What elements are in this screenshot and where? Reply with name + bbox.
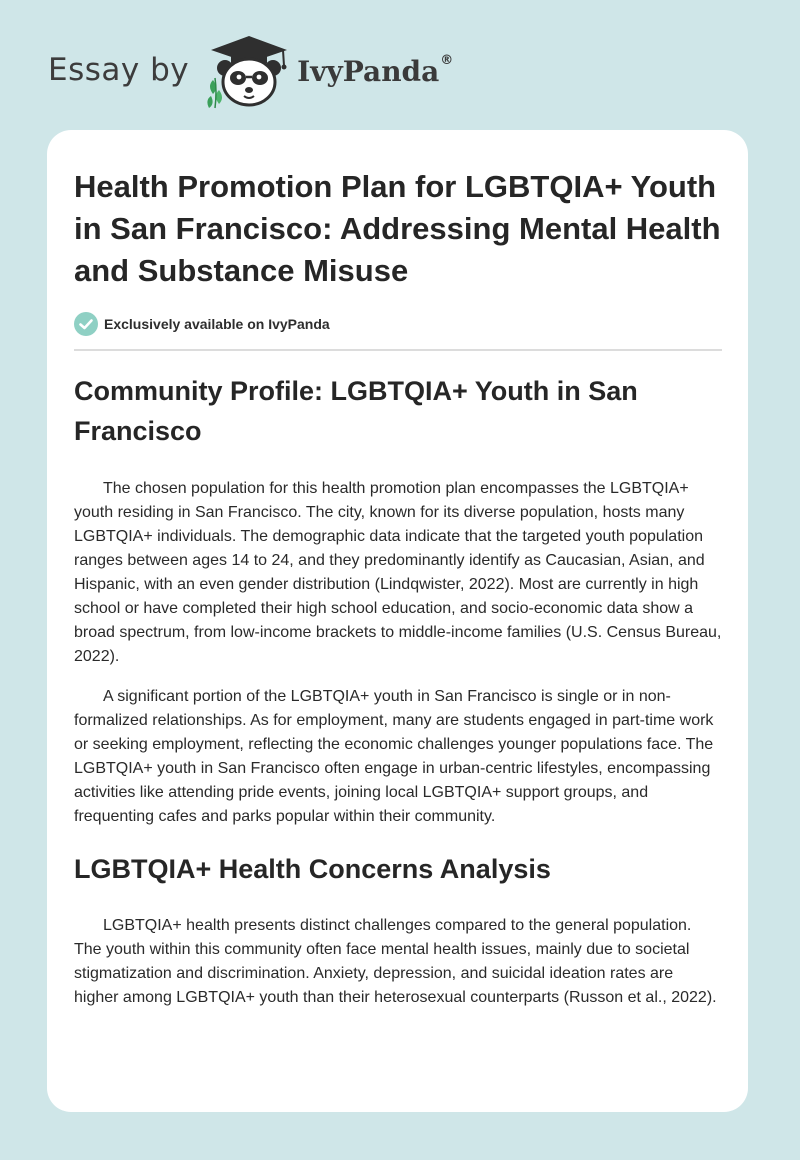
article-title: Health Promotion Plan for LGBTQIA+ Youth in San Francisco: Addressing Mental Health and Substance Misuse bbox=[74, 169, 721, 288]
section-heading: LGBTQIA+ Health Concerns Analysis bbox=[74, 854, 551, 884]
brand-name: IvyPanda® bbox=[297, 53, 454, 88]
checkmark-circle-icon bbox=[74, 312, 98, 336]
exclusive-label: Exclusively available on IvyPanda bbox=[104, 316, 330, 332]
ivypanda-panda-logo-icon bbox=[203, 30, 293, 110]
site-brand[interactable] bbox=[48, 30, 453, 110]
section-heading: Community Profile: LGBTQIA+ Youth in San Francisco bbox=[74, 376, 638, 446]
paragraph: A significant portion of the LGBTQIA+ youth in San Francisco is single or in non-formalized relationships. As for employment, many are students engaged in part-time work or seeking employment, reflecting the economic challenges younger populations face. The LGBTQIA+ youth in San Francisco often engage in urban-centric lifestyles, encompassing activities like attending pride events, joining local LGBTQIA+ support groups, and frequenting cafes and parks popular within their community. bbox=[74, 688, 714, 825]
paragraph: The chosen population for this health promotion plan encompasses the LGBTQIA+ youth residing in San Francisco. The city, known for its diverse population, hosts many LGBTQIA+ individuals. The demographic data indicate that the targeted youth population ranges between ages 14 to 24, and they predominantly identify as Caucasian, Asian, and Hispanic, with an even gender distribution (Lindqwister, 2022). Most are currently in high school or have completed their high school education, and socio-economic data show a broad spectrum, from low-income brackets to middle-income families (U.S. Census Bureau, 2022). bbox=[74, 480, 722, 665]
registered-mark: ® bbox=[440, 53, 454, 68]
paragraph: LGBTQIA+ health presents distinct challenges compared to the general population. The youth within this community often face mental health issues, mainly due to societal stigmatization and discrimination. Anxiety, depression, and suicidal ideation rates are higher among LGBTQIA+ youth than their heterosexual counterparts (Russon et al., 2022). bbox=[74, 917, 717, 1006]
brand-prefix: Essay by bbox=[48, 51, 190, 88]
article-card bbox=[47, 130, 748, 1112]
exclusive-badge bbox=[74, 311, 722, 337]
title-divider bbox=[74, 349, 722, 351]
